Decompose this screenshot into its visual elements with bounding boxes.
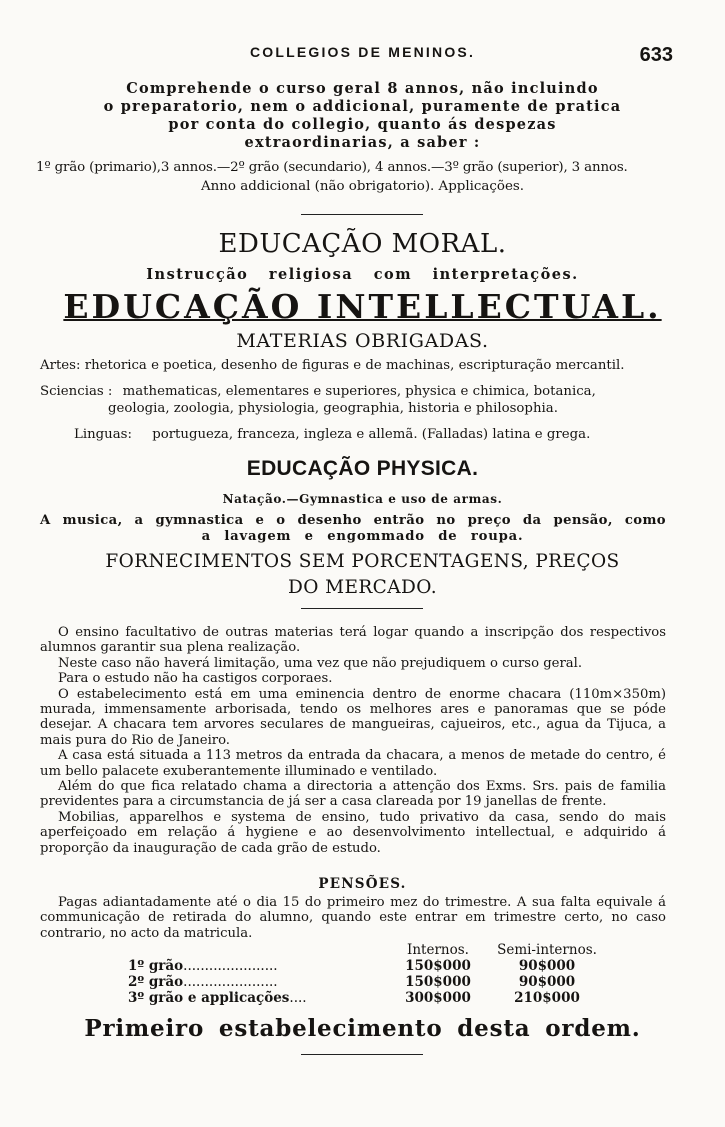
linguas-line xyxy=(74,427,590,442)
physical-note-line-1: A musica, a gymnastica e o desenho entrão no preço da pensão, como xyxy=(40,513,666,528)
table-row xyxy=(128,974,606,990)
artes-text: rhetorica e poetica, desenho de figuras e de machinas, escripturação mercantil. xyxy=(84,358,625,373)
physical-subtitle: Natação.—Gymnastica e uso de armas. xyxy=(222,492,503,506)
paragraph-windows: Além do que fica relatado chama a directoria a attenção dos Exms. Srs. pais de familia previdentes para a circumstancia de já ser a casa clareada por 19 janellas de frente. xyxy=(40,779,666,810)
row-dots: .... xyxy=(289,990,307,1006)
moral-subtitle: Instrucção religiosa com interpretações. xyxy=(146,266,579,283)
row-dots: ...................... xyxy=(183,958,278,974)
pensoes-table-grid xyxy=(128,942,606,1006)
linguas-text: portugueza, franceza, ingleza e allemã. (Falladas) latina e grega. xyxy=(152,427,591,442)
moral-title: EDUCAÇÃO MORAL. xyxy=(218,229,507,259)
sciencias-text-1: mathematicas, elementares e superiores, physica e chimica, botanica, xyxy=(122,384,596,399)
running-title: COLLEGIOS DE MENINOS. xyxy=(249,44,476,60)
table-row xyxy=(128,958,606,974)
supplies-line-2: DO MERCADO. xyxy=(288,577,437,598)
pensoes-text: Pagas adiantadamente até o dia 15 do primeiro mez do trimestre. A sua falta equivale á communicação de retirada do alumno, quando este entrar em trimestre certo, no caso contrario, no acto da matricula. xyxy=(40,895,666,941)
paragraph-furniture: Mobilias, apparelhos e systema de ensino, tudo privativo da casa, sendo do mais aperfeiçoado em relação á hygiene e ao desenvolvimento intellectual, e adquirido á proporção da inauguração de cada grão de estudo. xyxy=(40,809,666,856)
paragraph-no-limitation: Neste caso não haverá limitação, uma vez que não prejudiquem o curso geral. xyxy=(58,655,583,671)
row-semi: 210$000 xyxy=(514,990,580,1006)
supplies-line-1: FORNECIMENTOS SEM PORCENTAGENS, PREÇOS xyxy=(105,551,620,572)
sciencias-label: Sciencias : xyxy=(40,384,113,399)
sciencias-text-2: geologia, zoologia, physiologia, geographia, historia e philosophia. xyxy=(108,401,558,416)
artes-line xyxy=(40,358,624,373)
row-internos: 150$000 xyxy=(405,958,471,974)
intellectual-title: EDUCAÇÃO INTELLECTUAL. xyxy=(63,287,662,326)
page-number: 633 xyxy=(639,44,673,66)
intro-line-2: o preparatorio, nem o addicional, puramente de pratica xyxy=(103,98,622,115)
column-internos: Internos. xyxy=(407,942,469,958)
table-row xyxy=(128,990,606,1006)
grades-line-1: 1º grão (primario),3 annos.—2º grão (secundario), 4 annos.—3º grão (superior), 3 annos. xyxy=(36,160,628,175)
row-label: 3º grão e applicações xyxy=(128,990,290,1006)
physical-title: EDUCAÇÃO PHYSICA. xyxy=(246,457,479,480)
sciencias-line xyxy=(40,384,596,399)
body-text xyxy=(40,625,666,856)
row-label: 2º grão xyxy=(128,974,184,990)
paragraph-no-punishment: Para o estudo não ha castigos corporaes. xyxy=(58,671,333,687)
intro-line-3: por conta do collegio, quanto ás despezas xyxy=(168,116,557,133)
paragraph-house: A casa está situada a 113 metros da entrada da chacara, a menos de metade do centro, é um bello palacete exuberantemente illuminado e ventilado. xyxy=(40,748,666,779)
row-label: 1º grão xyxy=(128,958,184,974)
footer-slogan: Primeiro estabelecimento desta ordem. xyxy=(84,1015,641,1042)
pensoes-header-row xyxy=(128,942,606,958)
paragraph-optional-courses: O ensino facultativo de outras materias terá logar quando a inscripção dos respectivos alumnos garantir sua plena realização. xyxy=(40,625,666,656)
linguas-label: Linguas: xyxy=(74,427,132,442)
column-semi-internos: Semi-internos. xyxy=(497,942,597,958)
intro-line-4: extraordinarias, a saber : xyxy=(244,134,481,151)
divider-1 xyxy=(301,214,423,215)
pensoes-text-block xyxy=(40,895,666,941)
row-dots: ...................... xyxy=(183,974,278,990)
intellectual-subtitle: MATERIAS OBRIGADAS. xyxy=(236,330,489,352)
row-semi: 90$000 xyxy=(518,974,576,990)
pensoes-title: PENSÕES. xyxy=(318,876,407,892)
row-semi: 90$000 xyxy=(518,958,576,974)
divider-3 xyxy=(301,1054,423,1055)
artes-label: Artes: xyxy=(40,358,81,373)
row-internos: 300$000 xyxy=(405,990,471,1006)
intro-line-1: Comprehende o curso geral 8 annos, não incluindo xyxy=(126,80,599,97)
pensoes-table xyxy=(128,942,606,1006)
paragraph-estate: O estabelecimento está em uma eminencia dentro de enorme chacara (110m×350m) murada, immensamente arborisada, tendo os melhores ares e panoramas que se póde desejar. A chacara tem arvores seculares de mangueiras, cajueiros, etc., agua da Tijuca, a mais pura do Rio de Janeiro. xyxy=(40,686,666,748)
row-internos: 150$000 xyxy=(405,974,471,990)
divider-2 xyxy=(301,608,423,609)
running-header xyxy=(0,44,725,68)
physical-note-line-2: a lavagem e engommado de roupa. xyxy=(201,529,524,544)
grades-line-2: Anno addicional (não obrigatorio). Applicações. xyxy=(200,179,525,194)
